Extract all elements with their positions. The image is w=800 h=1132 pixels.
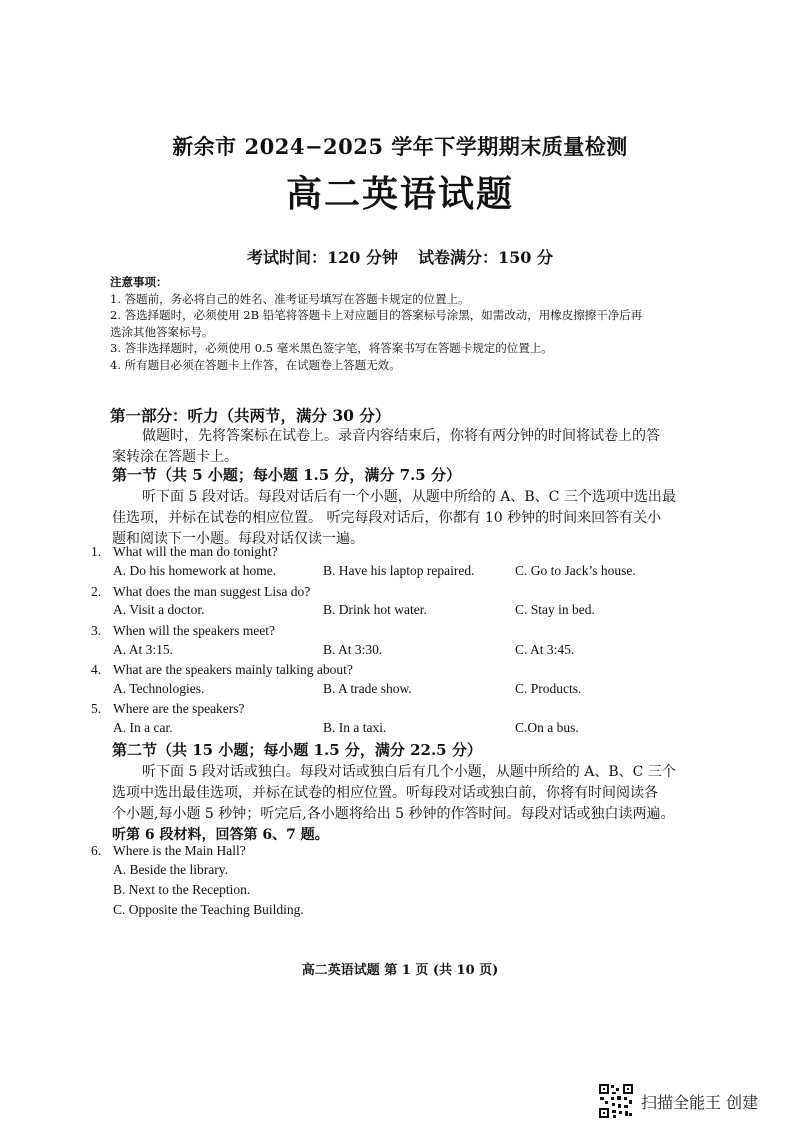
question-number: 3. bbox=[91, 623, 102, 638]
question-text: Where are the speakers? bbox=[113, 701, 245, 716]
notes-item: 2. 答选择题时，必须使用 2B 铅笔将答题卡上对应题目的答案标号涂黑，如需改动，用橡皮擦擦干净后再 bbox=[110, 308, 643, 322]
section1-line1: 听下面 5 段对话。每段对话后有一个小题，从题中所给的 A、B、C 三个选项中选出最 bbox=[142, 489, 676, 505]
option-c: C. Go to Jack’s house. bbox=[515, 563, 636, 578]
question-number: 2. bbox=[91, 584, 102, 599]
notes-heading: 注意事项： bbox=[110, 275, 168, 289]
question-text: What are the speakers mainly talking about? bbox=[113, 662, 353, 677]
option-b: B. Next to the Reception. bbox=[113, 882, 251, 897]
exam-title: 新余市 2024−2025 学年下学期期末质量检测 bbox=[172, 134, 628, 159]
section1-title: 第一节（共 5 小题；每小题 1.5 分，满分 7.5 分） bbox=[112, 466, 461, 484]
option-a: A. Visit a doctor. bbox=[113, 602, 205, 617]
option-a: A. At 3:15. bbox=[113, 642, 174, 657]
option-a: A. In a car. bbox=[113, 720, 173, 735]
section1-line3: 题和阅读下一小题。每段对话仅读一遍。 bbox=[112, 531, 364, 547]
qr-code-icon bbox=[598, 1083, 634, 1119]
part1-intro-line2: 案转涂在答题卡上。 bbox=[112, 449, 238, 465]
question-number: 4. bbox=[91, 662, 102, 677]
scanner-watermark: 扫描全能王 创建 bbox=[641, 1093, 759, 1112]
option-b: B. In a taxi. bbox=[323, 720, 387, 735]
notes-block bbox=[110, 274, 750, 373]
option-b: B. Drink hot water. bbox=[323, 602, 427, 617]
option-b: B. A trade show. bbox=[323, 681, 412, 696]
option-b: B. Have his laptop repaired. bbox=[323, 563, 475, 578]
question-5 bbox=[91, 701, 245, 717]
notes-item: 3. 答非选择题时，必须使用 0.5 毫米黑色签字笔，将答案书写在答题卡规定的位置上。 bbox=[110, 341, 553, 355]
subject-title: 高二英语试题 bbox=[285, 173, 514, 215]
question-4 bbox=[91, 662, 353, 678]
question-number: 1. bbox=[91, 544, 102, 559]
question-3 bbox=[91, 623, 275, 639]
exam-time: 考试时间：120 分钟 bbox=[247, 248, 398, 267]
question-text: When will the speakers meet? bbox=[113, 623, 275, 638]
option-c: C. Stay in bed. bbox=[515, 602, 595, 617]
option-b: B. At 3:30. bbox=[323, 642, 383, 657]
question-1 bbox=[91, 544, 278, 560]
section2-line4: 听第 6 段材料，回答第 6、7 题。 bbox=[112, 827, 329, 843]
option-a: A. Technologies. bbox=[113, 681, 205, 696]
section2-line2: 选项中选出最佳选项，并标在试卷的相应位置。听每段对话或独白前，你将有时间阅读各 bbox=[112, 785, 658, 801]
option-a: A. Beside the library. bbox=[113, 862, 228, 877]
section2-line1: 听下面 5 段对话或独白。每段对话或独白后有几个小题，从题中所给的 A、B、C 三个 bbox=[142, 764, 676, 780]
exam-info bbox=[0, 245, 800, 268]
question-text: What will the man do tonight? bbox=[113, 544, 278, 559]
option-c: C. Opposite the Teaching Building. bbox=[113, 902, 304, 917]
section1-line2: 佳选项，并标在试卷的相应位置。 听完每段对话后，你都有 10 秒钟的时间来回答有关小 bbox=[112, 510, 662, 526]
question-6 bbox=[91, 843, 246, 859]
exam-score: 试卷满分：150 分 bbox=[418, 248, 553, 267]
page-footer: 高二英语试题 第 1 页 (共 10 页) bbox=[301, 963, 499, 978]
option-a: A. Do his homework at home. bbox=[113, 563, 277, 578]
option-c: C. At 3:45. bbox=[515, 642, 575, 657]
question-text: Where is the Main Hall? bbox=[113, 843, 246, 858]
option-c: C.On a bus. bbox=[515, 720, 579, 735]
question-2 bbox=[91, 584, 310, 600]
section2-title: 第二节（共 15 小题；每小题 1.5 分，满分 22.5 分） bbox=[112, 741, 482, 759]
part1-title: 第一部分：听力（共两节，满分 30 分） bbox=[110, 406, 391, 425]
notes-item: 选涂其他答案标号。 bbox=[110, 324, 214, 339]
question-number: 6. bbox=[91, 843, 102, 858]
section2-line3: 个小题,每小题 5 秒钟；听完后,各小题将给出 5 秒钟的作答时间。每段对话或独白读两遍。 bbox=[112, 806, 675, 822]
notes-item: 1. 答题前，务必将自己的姓名、准考证号填写在答题卡规定的位置上。 bbox=[110, 291, 470, 306]
question-text: What does the man suggest Lisa do? bbox=[113, 584, 311, 599]
part1-intro-line1: 做题时，先将答案标在试卷上。录音内容结束后，你将有两分钟的时间将试卷上的答 bbox=[142, 428, 660, 444]
option-c: C. Products. bbox=[515, 681, 582, 696]
notes-item: 4. 所有题目必须在答题卡上作答，在试题卷上答题无效。 bbox=[110, 357, 401, 372]
question-number: 5. bbox=[91, 701, 102, 716]
